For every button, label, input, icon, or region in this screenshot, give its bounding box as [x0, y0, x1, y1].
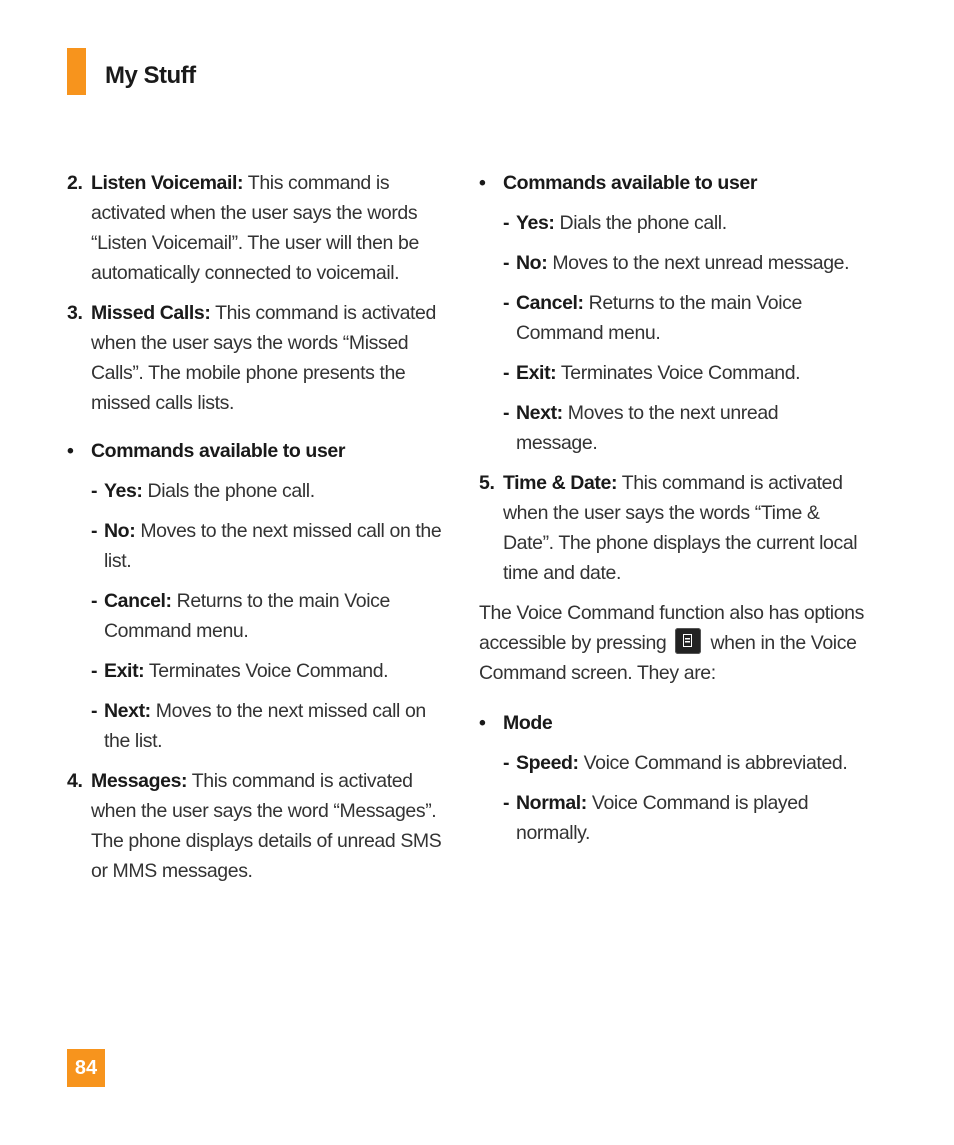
- sub-term: Next:: [516, 402, 563, 424]
- item-number: 3.: [67, 302, 83, 324]
- item-term: Listen Voicemail:: [91, 172, 244, 194]
- sub-text: Dials the phone call.: [554, 212, 727, 234]
- menu-key-icon: [675, 628, 701, 654]
- voice-command-options-paragraph: [479, 598, 864, 688]
- sub-term: No:: [516, 252, 548, 274]
- sub-term: Yes:: [104, 480, 143, 502]
- sub-text: Moves to the next missed call on the list.: [104, 520, 442, 572]
- bullet-dot: •: [67, 440, 74, 462]
- para-text-after: when in the Voice Command screen. They are:: [479, 632, 857, 684]
- page-title: My Stuff: [105, 62, 196, 89]
- right-column: [479, 168, 864, 858]
- sub-term: Normal:: [516, 792, 587, 814]
- sub-term: Exit:: [516, 362, 557, 384]
- dash: -: [503, 362, 510, 384]
- item-number: 4.: [67, 770, 83, 792]
- sub-term: Cancel:: [104, 590, 172, 612]
- dash: -: [503, 402, 510, 424]
- sub-term: Cancel:: [516, 292, 584, 314]
- sub-text: Voice Command is abbreviated.: [578, 752, 848, 774]
- sub-item-next: [503, 398, 864, 458]
- bullet-commands-available: [67, 436, 449, 466]
- sub-item-exit: [503, 358, 864, 388]
- dash: -: [503, 252, 510, 274]
- sub-item-no: [91, 516, 449, 576]
- section-accent-bar: [67, 48, 86, 95]
- sub-item-yes: [503, 208, 864, 238]
- item-term: Missed Calls:: [91, 302, 211, 324]
- dash: -: [503, 752, 510, 774]
- sub-term: No:: [104, 520, 136, 542]
- bullet-label: Commands available to user: [91, 440, 346, 462]
- dash: -: [503, 792, 510, 814]
- sub-text: Moves to the next unread message.: [516, 402, 779, 454]
- dash: -: [503, 292, 510, 314]
- sub-text: Voice Command is played normally.: [516, 792, 809, 844]
- item-number: 2.: [67, 172, 83, 194]
- list-item-missed-calls: [67, 298, 449, 418]
- sub-text: Returns to the main Voice Command menu.: [516, 292, 802, 344]
- para-text-before: The Voice Command function also has options accessible by pressing: [479, 602, 864, 654]
- dash: -: [91, 590, 98, 612]
- bullet-dot: •: [479, 172, 486, 194]
- sub-item-exit: [91, 656, 449, 686]
- sub-item-next: [91, 696, 449, 756]
- dash: -: [503, 212, 510, 234]
- sub-term: Exit:: [104, 660, 145, 682]
- sub-text: Dials the phone call.: [142, 480, 315, 502]
- item-text: This command is activated when the user says the words “Missed Calls”. The mobile phone presents the missed calls lists.: [91, 302, 436, 414]
- sub-text: Terminates Voice Command.: [556, 362, 801, 384]
- sub-term: Speed:: [516, 752, 579, 774]
- dash: -: [91, 660, 98, 682]
- sub-item-yes: [91, 476, 449, 506]
- item-term: Messages:: [91, 770, 188, 792]
- sub-text: Moves to the next unread message.: [547, 252, 850, 274]
- sub-item-normal: [503, 788, 864, 848]
- bullet-dot: •: [479, 712, 486, 734]
- sub-text: Moves to the next missed call on the list.: [104, 700, 426, 752]
- sub-item-no: [503, 248, 864, 278]
- dash: -: [91, 520, 98, 542]
- bullet-mode: [479, 708, 864, 738]
- sub-term: Next:: [104, 700, 151, 722]
- bullet-commands-available: [479, 168, 864, 198]
- sub-item-cancel: [91, 586, 449, 646]
- bullet-label: Commands available to user: [503, 172, 758, 194]
- sub-text: Returns to the main Voice Command menu.: [104, 590, 390, 642]
- left-column: [67, 168, 449, 896]
- page-number: 84: [67, 1049, 105, 1087]
- dash: -: [91, 700, 98, 722]
- list-item-time-date: [479, 468, 864, 588]
- item-text: This command is activated when the user says the words “Listen Voicemail”. The user will then be automatically connected to voicemail.: [91, 172, 419, 284]
- dash: -: [91, 480, 98, 502]
- sub-text: Terminates Voice Command.: [144, 660, 389, 682]
- item-term: Time & Date:: [503, 472, 618, 494]
- list-item-listen-voicemail: [67, 168, 449, 288]
- sub-item-speed: [503, 748, 864, 778]
- item-text: This command is activated when the user says the words “Time & Date”. The phone displays the current local time and date.: [503, 472, 858, 584]
- item-number: 5.: [479, 472, 495, 494]
- sub-item-cancel: [503, 288, 864, 348]
- list-item-messages: [67, 766, 449, 886]
- bullet-label: Mode: [503, 712, 553, 734]
- item-text: This command is activated when the user says the word “Messages”. The phone displays details of unread SMS or MMS messages.: [91, 770, 442, 882]
- sub-term: Yes:: [516, 212, 555, 234]
